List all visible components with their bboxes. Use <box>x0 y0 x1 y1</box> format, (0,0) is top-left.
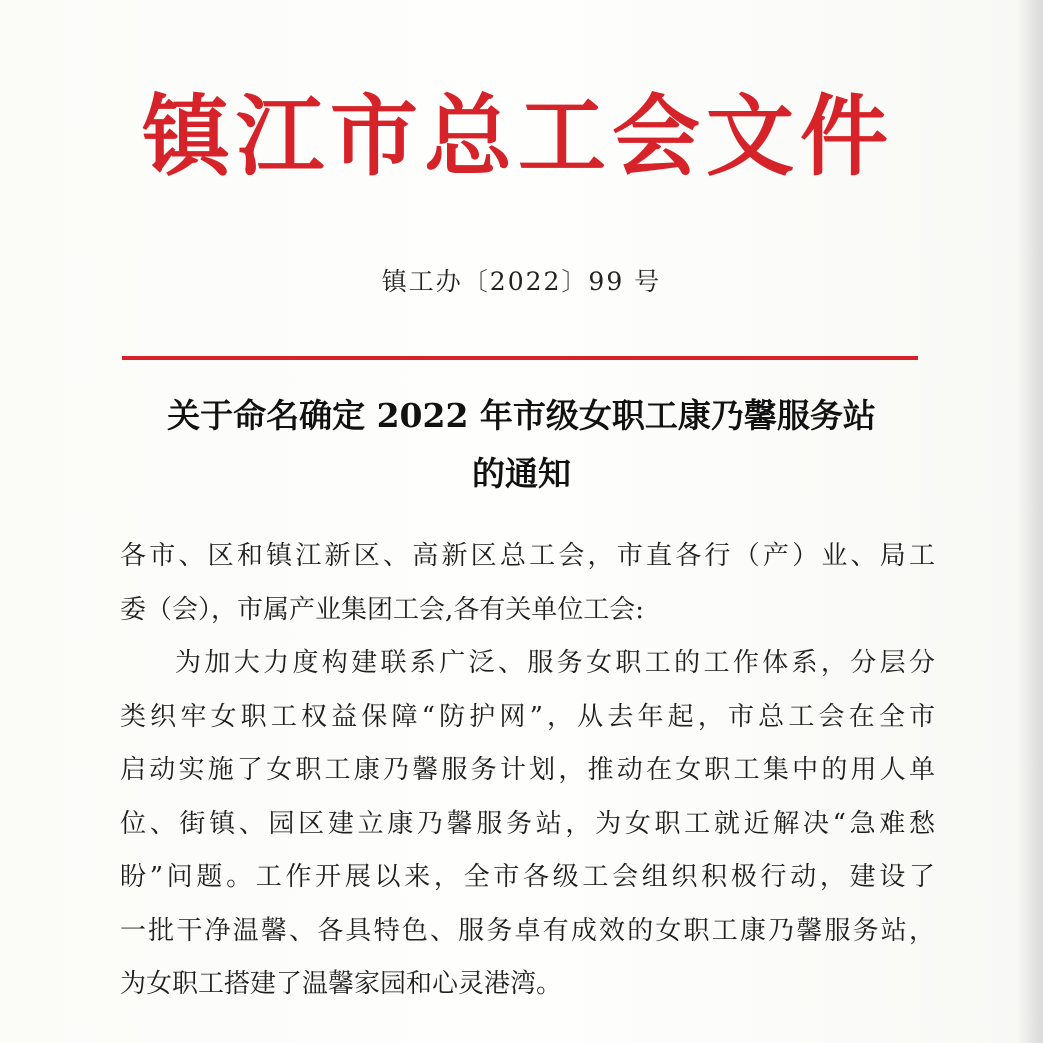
paragraph-line: 为女职工搭建了温馨家园和心灵港湾。 <box>120 969 563 999</box>
addressee <box>120 530 935 637</box>
page-edge-shadow <box>1017 0 1043 1043</box>
body-paragraph <box>120 637 935 1012</box>
notice-title-line1: 关于命名确定 2022 年市级女职工康乃馨服务站 <box>167 396 876 435</box>
addressee-line: 各市、区和镇江新区、高新区总工会，市直各行（产）业、局工 <box>120 541 935 571</box>
paragraph-line: 位、街镇、园区建立康乃馨服务站，为女职工就近解决“急难愁 <box>120 808 935 839</box>
body-text <box>120 530 935 1012</box>
paragraph-line: 盼”问题。工作开展以来，全市各级工会组织积极行动，建设了 <box>120 862 935 892</box>
paragraph-line: 启动实施了女职工康乃馨服务计划，推动在女职工集中的用人单 <box>120 755 935 785</box>
document-header-title: 镇江市总工会文件 <box>141 84 894 188</box>
red-divider-rule <box>122 356 918 360</box>
document-number: 镇工办〔2022〕99 号 <box>381 267 662 296</box>
paragraph-line: 类织牢女职工权益保障“防护网”，从去年起，市总工会在全市 <box>120 701 935 732</box>
paragraph-line: 为加大力度构建联系广泛、服务女职工的工作体系，分层分 <box>175 648 935 678</box>
notice-title-line2: 的通知 <box>472 454 571 493</box>
addressee-line: 委（会），市属产业集团工会,各有关单位工会: <box>120 594 645 625</box>
paragraph-line: 一批干净温馨、各具特色、服务卓有成效的女职工康乃馨服务站， <box>120 915 935 946</box>
